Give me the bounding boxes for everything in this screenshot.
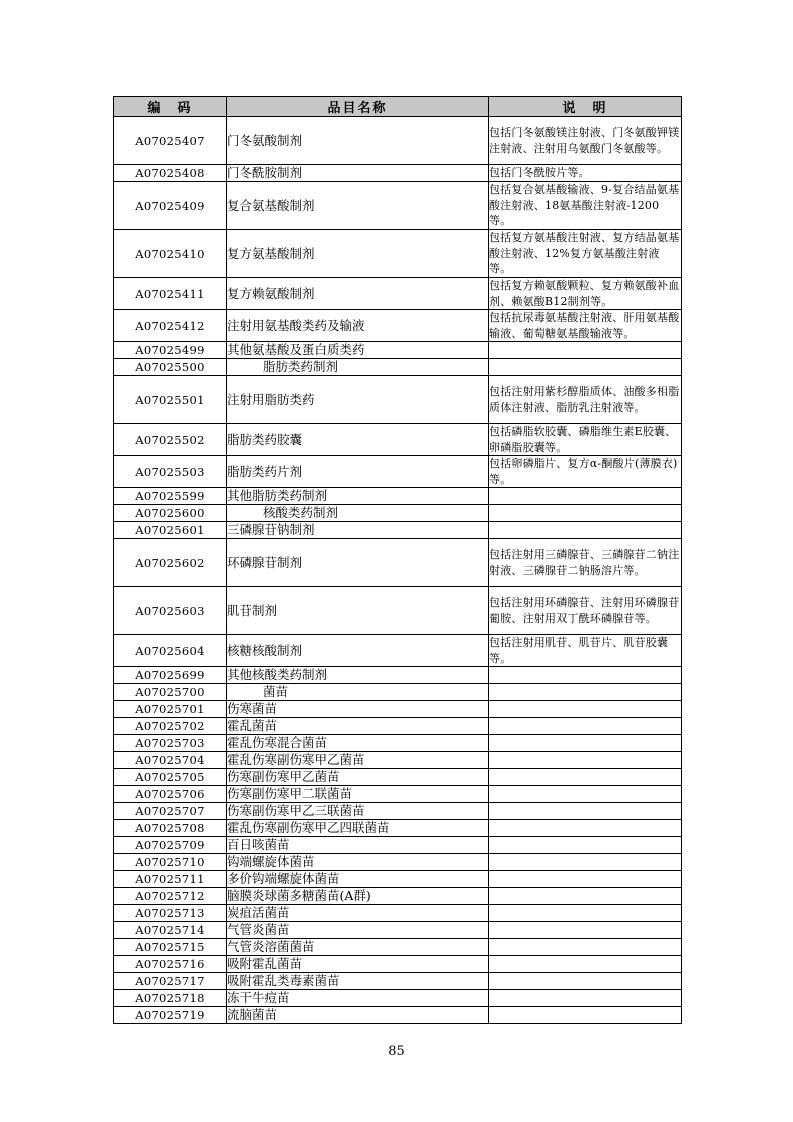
item-name-cell: 脂肪类药制剂 (227, 359, 489, 376)
description-cell (489, 701, 682, 718)
item-name-cell: 多价钩端螺旋体菌苗 (227, 871, 489, 888)
description-cell (489, 752, 682, 769)
item-name-cell: 门冬酰胺制剂 (227, 165, 489, 182)
table-row (114, 701, 682, 718)
description-cell (489, 359, 682, 376)
description-cell: 包括卵磷脂片、复方α-酮酸片(薄膜衣)等。 (489, 456, 682, 488)
item-name-cell: 其他脂肪类药制剂 (227, 488, 489, 505)
description-cell (489, 1007, 682, 1024)
description-cell: 包括注射用紫杉醇脂质体、油酸多相脂质体注射液、脂肪乳注射液等。 (489, 376, 682, 424)
item-name-cell: 门冬氨酸制剂 (227, 117, 489, 165)
item-name-cell: 吸附霍乱菌苗 (227, 956, 489, 973)
table-row (114, 359, 682, 376)
table-row (114, 888, 682, 905)
item-name-cell: 炭疽活菌苗 (227, 905, 489, 922)
code-cell: A07025711 (114, 871, 227, 888)
table-row (114, 635, 682, 667)
table-row (114, 922, 682, 939)
item-name-cell: 伤寒副伤寒甲二联菌苗 (227, 786, 489, 803)
description-cell (489, 803, 682, 820)
description-cell (489, 786, 682, 803)
code-cell: A07025500 (114, 359, 227, 376)
description-cell (489, 973, 682, 990)
table-row (114, 165, 682, 182)
item-name-cell: 钩端螺旋体菌苗 (227, 854, 489, 871)
table-row (114, 310, 682, 342)
table-row (114, 752, 682, 769)
item-name-cell: 气管炎溶菌菌苗 (227, 939, 489, 956)
description-cell (489, 684, 682, 701)
item-name-cell: 霍乱菌苗 (227, 718, 489, 735)
code-cell: A07025713 (114, 905, 227, 922)
item-name-cell: 注射用氨基酸类药及输液 (227, 310, 489, 342)
table-row (114, 342, 682, 359)
code-cell: A07025499 (114, 342, 227, 359)
item-name-cell: 脑膜炎球菌多糖菌苗(A群) (227, 888, 489, 905)
description-cell (489, 488, 682, 505)
table-row (114, 456, 682, 488)
item-name-cell: 吸附霍乱类毒素菌苗 (227, 973, 489, 990)
description-cell: 包括磷脂软胶囊、磷脂维生素E胶囊、卵磷脂胶囊等。 (489, 424, 682, 456)
code-cell: A07025710 (114, 854, 227, 871)
item-name-cell: 霍乱伤寒混合菌苗 (227, 735, 489, 752)
item-name-cell: 核糖核酸制剂 (227, 635, 489, 667)
table-row (114, 587, 682, 635)
code-cell: A07025705 (114, 769, 227, 786)
code-cell: A07025712 (114, 888, 227, 905)
description-cell (489, 888, 682, 905)
table-row (114, 718, 682, 735)
description-cell: 包括复方氨基酸注射液、复方结晶氨基酸注射液、12%复方氨基酸注射液等。 (489, 230, 682, 278)
code-cell: A07025706 (114, 786, 227, 803)
item-name-cell: 霍乱伤寒副伤寒甲乙四联菌苗 (227, 820, 489, 837)
item-name-cell: 菌苗 (227, 684, 489, 701)
item-name-cell: 其他核酸类药制剂 (227, 667, 489, 684)
table-row (114, 905, 682, 922)
table-row (114, 871, 682, 888)
table-row (114, 956, 682, 973)
page-number: 85 (388, 1044, 405, 1059)
item-name-cell: 脂肪类药胶囊 (227, 424, 489, 456)
table-row (114, 1007, 682, 1024)
item-name-cell: 核酸类药制剂 (227, 505, 489, 522)
code-cell: A07025714 (114, 922, 227, 939)
table-row (114, 522, 682, 539)
code-cell: A07025718 (114, 990, 227, 1007)
code-cell: A07025709 (114, 837, 227, 854)
code-cell: A07025408 (114, 165, 227, 182)
item-name-cell: 伤寒菌苗 (227, 701, 489, 718)
item-name-cell: 注射用脂肪类药 (227, 376, 489, 424)
description-cell (489, 871, 682, 888)
item-name-cell: 霍乱伤寒副伤寒甲乙菌苗 (227, 752, 489, 769)
code-cell: A07025702 (114, 718, 227, 735)
code-cell: A07025411 (114, 278, 227, 310)
code-cell: A07025502 (114, 424, 227, 456)
description-cell (489, 735, 682, 752)
table-row (114, 820, 682, 837)
code-cell: A07025601 (114, 522, 227, 539)
table-row (114, 376, 682, 424)
description-cell: 包括抗尿毒氨基酸注射液、肝用氨基酸输液、葡萄糖氨基酸输液等。 (489, 310, 682, 342)
code-cell: A07025704 (114, 752, 227, 769)
table-row (114, 973, 682, 990)
header-code: 编 码 (114, 97, 227, 117)
table-row (114, 769, 682, 786)
description-cell: 包括门冬氨酸镁注射液、门冬氨酸钾镁注射液、注射用乌氨酸门冬氨酸等。 (489, 117, 682, 165)
description-cell (489, 769, 682, 786)
code-cell: A07025602 (114, 539, 227, 587)
table-row (114, 278, 682, 310)
description-cell (489, 820, 682, 837)
code-cell: A07025708 (114, 820, 227, 837)
item-name-cell: 复方赖氨酸制剂 (227, 278, 489, 310)
description-cell: 包括注射用环磷腺苷、注射用环磷腺苷葡胺、注射用双丁酰环磷腺苷等。 (489, 587, 682, 635)
description-cell: 包括注射用肌苷、肌苷片、肌苷胶囊等。 (489, 635, 682, 667)
item-name-cell: 伤寒副伤寒甲乙菌苗 (227, 769, 489, 786)
code-cell: A07025716 (114, 956, 227, 973)
header-row (114, 97, 682, 117)
description-cell (489, 342, 682, 359)
item-name-cell: 伤寒副伤寒甲乙三联菌苗 (227, 803, 489, 820)
table-row (114, 684, 682, 701)
code-cell: A07025409 (114, 182, 227, 230)
item-name-cell: 冻干牛痘苗 (227, 990, 489, 1007)
table-row (114, 667, 682, 684)
code-cell: A07025719 (114, 1007, 227, 1024)
description-cell (489, 837, 682, 854)
table-row (114, 505, 682, 522)
table-row (114, 939, 682, 956)
table-row (114, 735, 682, 752)
code-cell: A07025407 (114, 117, 227, 165)
description-cell (489, 905, 682, 922)
table-row (114, 803, 682, 820)
code-cell: A07025410 (114, 230, 227, 278)
table-row (114, 837, 682, 854)
table-row (114, 488, 682, 505)
code-cell: A07025412 (114, 310, 227, 342)
description-cell: 包括复方赖氨酸颗粒、复方赖氨酸补血剂、赖氨酸B12制剂等。 (489, 278, 682, 310)
table-row (114, 854, 682, 871)
table-row (114, 786, 682, 803)
code-cell: A07025599 (114, 488, 227, 505)
item-name-cell: 肌苷制剂 (227, 587, 489, 635)
code-cell: A07025701 (114, 701, 227, 718)
item-name-cell: 环磷腺苷制剂 (227, 539, 489, 587)
code-cell: A07025501 (114, 376, 227, 424)
description-cell (489, 922, 682, 939)
item-name-cell: 复方氨基酸制剂 (227, 230, 489, 278)
description-cell (489, 505, 682, 522)
description-cell (489, 522, 682, 539)
item-name-cell: 脂肪类药片剂 (227, 456, 489, 488)
description-cell: 包括复合氨基酸输液、9-复合结晶氨基酸注射液、18氨基酸注射液-1200等。 (489, 182, 682, 230)
description-cell (489, 667, 682, 684)
table-row (114, 990, 682, 1007)
table-row (114, 424, 682, 456)
description-cell (489, 854, 682, 871)
catalog-table (113, 96, 682, 1024)
description-cell (489, 718, 682, 735)
table-row (114, 539, 682, 587)
header-desc: 说 明 (489, 97, 682, 117)
code-cell: A07025703 (114, 735, 227, 752)
code-cell: A07025503 (114, 456, 227, 488)
code-cell: A07025717 (114, 973, 227, 990)
code-cell: A07025700 (114, 684, 227, 701)
description-cell: 包括注射用三磷腺苷、三磷腺苷二钠注射液、三磷腺苷二钠肠溶片等。 (489, 539, 682, 587)
item-name-cell: 复合氨基酸制剂 (227, 182, 489, 230)
header-name: 品目名称 (227, 97, 489, 117)
code-cell: A07025715 (114, 939, 227, 956)
description-cell (489, 990, 682, 1007)
item-name-cell: 百日咳菌苗 (227, 837, 489, 854)
table-row (114, 230, 682, 278)
description-cell (489, 939, 682, 956)
code-cell: A07025699 (114, 667, 227, 684)
item-name-cell: 气管炎菌苗 (227, 922, 489, 939)
table-row (114, 117, 682, 165)
item-name-cell: 其他氨基酸及蛋白质类药 (227, 342, 489, 359)
code-cell: A07025707 (114, 803, 227, 820)
code-cell: A07025600 (114, 505, 227, 522)
table-row (114, 182, 682, 230)
description-cell: 包括门冬酰胺片等。 (489, 165, 682, 182)
item-name-cell: 流脑菌苗 (227, 1007, 489, 1024)
code-cell: A07025604 (114, 635, 227, 667)
description-cell (489, 956, 682, 973)
code-cell: A07025603 (114, 587, 227, 635)
item-name-cell: 三磷腺苷钠制剂 (227, 522, 489, 539)
